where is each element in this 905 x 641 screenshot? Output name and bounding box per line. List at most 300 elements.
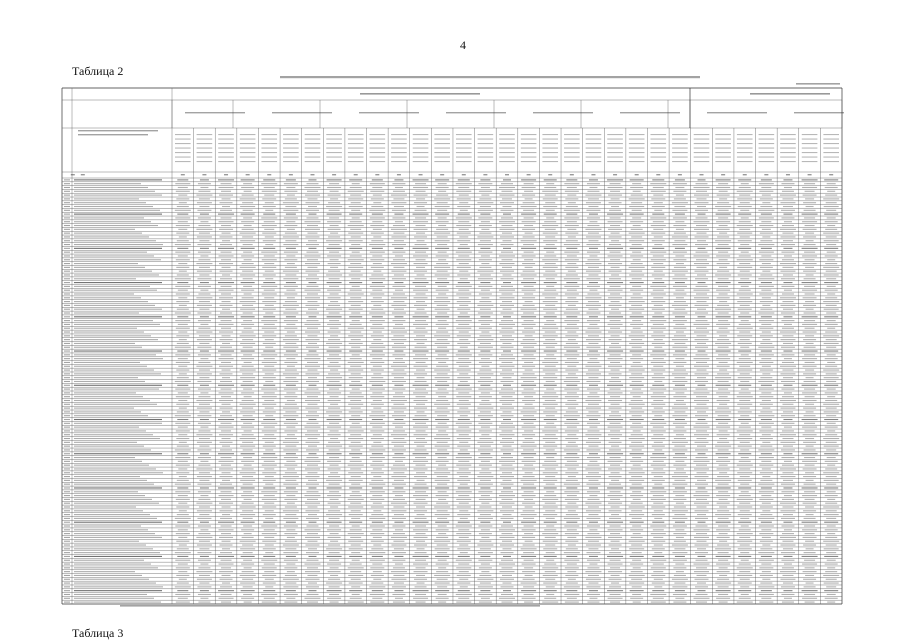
cell-value-text bbox=[630, 487, 644, 488]
cell-value-text bbox=[199, 198, 210, 199]
row-name-text bbox=[74, 583, 156, 584]
cell-value-text bbox=[286, 221, 295, 222]
cell-value-text bbox=[672, 476, 688, 477]
cell-value-text bbox=[436, 392, 449, 393]
cell-value-text bbox=[370, 430, 384, 431]
cell-value-text bbox=[394, 316, 403, 317]
cell-value-text bbox=[437, 552, 447, 553]
cell-value-text bbox=[761, 282, 772, 283]
cell-value-text bbox=[329, 525, 339, 526]
cell-value-text bbox=[436, 427, 449, 428]
cell-value-text bbox=[630, 324, 643, 325]
cell-value-text bbox=[438, 354, 447, 355]
cell-value-text bbox=[437, 373, 448, 374]
cell-value-text bbox=[352, 560, 360, 561]
cell-value-text bbox=[416, 301, 425, 302]
cell-value-text bbox=[199, 206, 209, 207]
cell-value-text bbox=[589, 392, 597, 393]
cell-value-text bbox=[697, 274, 706, 275]
cell-value-text bbox=[416, 267, 425, 268]
cell-value-text bbox=[782, 567, 794, 568]
cell-value-text bbox=[348, 191, 364, 192]
cell-value-text bbox=[328, 339, 340, 340]
column-number bbox=[656, 174, 660, 175]
cell-value-text bbox=[826, 347, 836, 348]
cell-value-text bbox=[306, 423, 318, 424]
cell-value-text bbox=[305, 297, 320, 298]
cell-value-text bbox=[521, 309, 537, 310]
cell-value-text bbox=[499, 324, 515, 325]
cell-value-text bbox=[456, 457, 472, 458]
cell-value-text bbox=[824, 522, 838, 523]
table-2-sheet bbox=[60, 72, 844, 610]
cell-value-text bbox=[352, 354, 360, 355]
cell-value-text bbox=[697, 240, 706, 241]
cell-value-text bbox=[197, 271, 212, 272]
cell-value-text bbox=[521, 350, 536, 351]
cell-value-text bbox=[416, 533, 426, 534]
cell-value-text bbox=[200, 419, 209, 420]
cell-value-text bbox=[503, 556, 511, 557]
cell-value-text bbox=[436, 529, 449, 530]
cell-value-text bbox=[543, 480, 557, 481]
header-column-text bbox=[348, 139, 364, 140]
header-column-text bbox=[694, 139, 710, 140]
cell-value-text bbox=[588, 233, 599, 234]
cell-value-text bbox=[716, 282, 731, 283]
cell-value-text bbox=[523, 552, 534, 553]
cell-value-text bbox=[176, 259, 190, 260]
cell-value-text bbox=[458, 358, 469, 359]
cell-value-text bbox=[415, 491, 426, 492]
cell-value-text bbox=[457, 309, 470, 310]
cell-value-text bbox=[241, 598, 254, 599]
cell-value-text bbox=[719, 567, 728, 568]
header-column-text bbox=[218, 152, 234, 153]
header-column-text bbox=[218, 157, 234, 158]
cell-value-text bbox=[329, 389, 339, 390]
cell-value-text bbox=[546, 320, 554, 321]
cell-value-text bbox=[676, 331, 684, 332]
cell-value-text bbox=[414, 537, 428, 538]
header-column-text bbox=[780, 139, 796, 140]
header-column-text bbox=[434, 143, 450, 144]
cell-value-text bbox=[456, 465, 471, 466]
cell-value-text bbox=[391, 339, 406, 340]
cell-value-text bbox=[264, 434, 274, 435]
cell-value-text bbox=[265, 552, 273, 553]
cell-value-text bbox=[758, 210, 774, 211]
cell-value-text bbox=[197, 544, 212, 545]
row-name-text bbox=[74, 396, 143, 397]
cell-value-text bbox=[414, 263, 428, 264]
cell-value-text bbox=[436, 263, 448, 264]
cell-value-text bbox=[437, 210, 447, 211]
cell-value-text bbox=[328, 297, 341, 298]
cell-value-text bbox=[675, 461, 684, 462]
cell-value-text bbox=[543, 206, 557, 207]
header-column-text bbox=[261, 148, 277, 149]
row-number-text bbox=[64, 252, 70, 253]
cell-value-text bbox=[608, 255, 623, 256]
cell-value-text bbox=[479, 404, 491, 405]
cell-value-text bbox=[587, 328, 599, 329]
cell-value-text bbox=[241, 324, 254, 325]
cell-value-text bbox=[435, 350, 449, 351]
cell-value-text bbox=[479, 301, 491, 302]
cell-value-text bbox=[544, 282, 557, 283]
header-column-text bbox=[759, 152, 775, 153]
cell-value-text bbox=[719, 541, 727, 542]
cell-value-text bbox=[415, 312, 427, 313]
cell-value-text bbox=[219, 366, 233, 367]
cell-value-text bbox=[609, 586, 621, 587]
cell-value-text bbox=[826, 373, 837, 374]
header-column-text bbox=[499, 143, 515, 144]
header-column-text bbox=[564, 152, 580, 153]
cell-value-text bbox=[676, 434, 684, 435]
cell-value-text bbox=[716, 427, 730, 428]
cell-value-text bbox=[178, 187, 188, 188]
column-number bbox=[548, 174, 552, 175]
row-name-text bbox=[74, 305, 155, 306]
cell-value-text bbox=[329, 286, 339, 287]
column-number bbox=[71, 174, 75, 175]
cell-value-text bbox=[823, 198, 839, 199]
cell-value-text bbox=[823, 575, 839, 576]
cell-value-text bbox=[719, 259, 728, 260]
cell-value-text bbox=[502, 362, 513, 363]
cell-value-text bbox=[652, 590, 664, 591]
cell-value-text bbox=[330, 259, 339, 260]
cell-value-text bbox=[739, 598, 751, 599]
cell-value-text bbox=[782, 233, 793, 234]
cell-value-text bbox=[674, 274, 685, 275]
cell-value-text bbox=[587, 423, 600, 424]
cell-value-text bbox=[392, 210, 406, 211]
cell-value-text bbox=[804, 320, 815, 321]
cell-value-text bbox=[178, 495, 188, 496]
cell-value-text bbox=[503, 487, 511, 488]
cell-value-text bbox=[459, 408, 468, 409]
cell-value-text bbox=[392, 286, 405, 287]
cell-value-text bbox=[435, 556, 449, 557]
cell-value-text bbox=[651, 472, 665, 473]
cell-value-text bbox=[654, 271, 663, 272]
header-subgroup-text bbox=[794, 112, 844, 113]
cell-value-text bbox=[545, 331, 556, 332]
cell-value-text bbox=[500, 476, 514, 477]
cell-value-text bbox=[503, 419, 511, 420]
cell-value-text bbox=[739, 229, 750, 230]
cell-value-text bbox=[240, 506, 256, 507]
cell-value-text bbox=[329, 244, 340, 245]
cell-value-text bbox=[459, 236, 468, 237]
page-number: 4 bbox=[460, 38, 466, 52]
cell-value-text bbox=[415, 594, 426, 595]
cell-value-text bbox=[653, 434, 663, 435]
cell-value-text bbox=[739, 461, 751, 462]
cell-value-text bbox=[629, 198, 645, 199]
cell-value-text bbox=[672, 552, 687, 553]
cell-value-text bbox=[697, 541, 707, 542]
cell-value-text bbox=[502, 541, 512, 542]
cell-value-text bbox=[740, 278, 749, 279]
cell-value-text bbox=[760, 198, 773, 199]
cell-value-text bbox=[262, 259, 277, 260]
cell-value-text bbox=[306, 389, 318, 390]
cell-value-text bbox=[242, 305, 253, 306]
cell-value-text bbox=[262, 499, 277, 500]
cell-value-text bbox=[629, 377, 644, 378]
cell-value-text bbox=[175, 210, 191, 211]
row-number-text bbox=[64, 453, 70, 454]
cell-value-text bbox=[308, 377, 317, 378]
cell-value-text bbox=[393, 335, 404, 336]
cell-value-text bbox=[586, 586, 600, 587]
cell-value-text bbox=[827, 225, 835, 226]
cell-value-text bbox=[349, 453, 362, 454]
cell-value-text bbox=[503, 480, 512, 481]
cell-value-text bbox=[567, 366, 576, 367]
cell-value-text bbox=[587, 389, 600, 390]
cell-value-text bbox=[696, 293, 707, 294]
cell-value-text bbox=[717, 202, 729, 203]
cell-value-text bbox=[825, 331, 837, 332]
cell-value-text bbox=[265, 202, 274, 203]
cell-value-text bbox=[632, 594, 641, 595]
cell-value-text bbox=[436, 503, 448, 504]
header-column-text bbox=[802, 134, 818, 135]
cell-value-text bbox=[479, 438, 491, 439]
cell-value-text bbox=[435, 583, 450, 584]
cell-value-text bbox=[372, 214, 383, 215]
cell-value-text bbox=[262, 533, 277, 534]
cell-value-text bbox=[197, 442, 212, 443]
cell-value-text bbox=[393, 191, 405, 192]
cell-value-text bbox=[783, 419, 792, 420]
cell-value-text bbox=[803, 297, 817, 298]
cell-value-text bbox=[673, 286, 687, 287]
cell-value-text bbox=[240, 514, 255, 515]
cell-value-text bbox=[438, 602, 446, 603]
cell-value-text bbox=[522, 195, 535, 196]
cell-value-text bbox=[759, 491, 774, 492]
header-column-text bbox=[737, 134, 753, 135]
cell-value-text bbox=[458, 461, 469, 462]
cell-value-text bbox=[827, 594, 836, 595]
cell-value-text bbox=[436, 290, 449, 291]
cell-value-text bbox=[630, 522, 644, 523]
cell-value-text bbox=[587, 354, 600, 355]
cell-value-text bbox=[457, 404, 471, 405]
cell-value-text bbox=[654, 510, 663, 511]
cell-value-text bbox=[587, 217, 600, 218]
cell-value-text bbox=[262, 575, 276, 576]
cell-value-text bbox=[676, 400, 684, 401]
cell-value-text bbox=[651, 404, 665, 405]
cell-value-text bbox=[240, 575, 256, 576]
cell-value-text bbox=[566, 240, 578, 241]
header-column-text bbox=[650, 143, 666, 144]
cell-value-text bbox=[718, 183, 728, 184]
cell-value-text bbox=[372, 598, 382, 599]
cell-value-text bbox=[629, 541, 645, 542]
cell-value-text bbox=[304, 358, 320, 359]
row-name-text bbox=[74, 309, 162, 310]
cell-value-text bbox=[501, 320, 513, 321]
cell-value-text bbox=[737, 567, 753, 568]
cell-value-text bbox=[328, 366, 341, 367]
cell-value-text bbox=[651, 575, 665, 576]
cell-value-text bbox=[542, 362, 558, 363]
column-number bbox=[786, 174, 790, 175]
row-number-text bbox=[64, 419, 70, 420]
cell-value-text bbox=[608, 400, 622, 401]
cell-value-text bbox=[824, 274, 839, 275]
cell-value-text bbox=[652, 377, 665, 378]
header-column-text bbox=[542, 143, 558, 144]
cell-value-text bbox=[567, 263, 576, 264]
cell-value-text bbox=[457, 335, 471, 336]
cell-value-text bbox=[758, 244, 774, 245]
cell-value-text bbox=[370, 354, 385, 355]
cell-value-text bbox=[287, 331, 295, 332]
cell-value-text bbox=[262, 335, 276, 336]
cell-value-text bbox=[718, 560, 728, 561]
cell-value-text bbox=[738, 487, 751, 488]
cell-value-text bbox=[283, 271, 299, 272]
row-number-text bbox=[64, 221, 70, 222]
cell-value-text bbox=[804, 210, 816, 211]
cell-value-text bbox=[564, 354, 579, 355]
cell-value-text bbox=[393, 533, 405, 534]
cell-value-text bbox=[478, 594, 492, 595]
header-column-text bbox=[434, 134, 450, 135]
row-number-text bbox=[64, 446, 70, 447]
cell-value-text bbox=[521, 179, 536, 180]
cell-value-text bbox=[305, 503, 320, 504]
cell-value-text bbox=[283, 278, 298, 279]
header-column-text bbox=[478, 134, 494, 135]
cell-value-text bbox=[698, 487, 706, 488]
cell-value-text bbox=[805, 499, 815, 500]
row-name-text bbox=[74, 350, 162, 351]
cell-value-text bbox=[264, 324, 275, 325]
cell-value-text bbox=[564, 449, 580, 450]
cell-value-text bbox=[481, 187, 490, 188]
cell-value-text bbox=[651, 362, 666, 363]
cell-value-text bbox=[740, 244, 749, 245]
cell-value-text bbox=[458, 495, 469, 496]
row-number-text bbox=[64, 514, 70, 515]
cell-value-text bbox=[544, 255, 556, 256]
cell-value-text bbox=[521, 446, 537, 447]
cell-value-text bbox=[391, 442, 406, 443]
cell-value-text bbox=[652, 206, 665, 207]
cell-value-text bbox=[586, 210, 600, 211]
cell-value-text bbox=[219, 229, 233, 230]
cell-value-text bbox=[438, 293, 446, 294]
cell-value-text bbox=[826, 210, 836, 211]
header-column-text bbox=[370, 148, 386, 149]
cell-value-text bbox=[610, 525, 621, 526]
cell-value-text bbox=[369, 347, 385, 348]
cell-value-text bbox=[718, 423, 728, 424]
cell-value-text bbox=[457, 548, 470, 549]
header-column-text bbox=[499, 152, 515, 153]
cell-value-text bbox=[632, 457, 641, 458]
header-column-text bbox=[650, 134, 666, 135]
cell-value-text bbox=[176, 233, 189, 234]
row-name-text bbox=[74, 229, 135, 230]
cell-value-text bbox=[608, 187, 623, 188]
cell-value-text bbox=[240, 301, 256, 302]
cell-value-text bbox=[349, 316, 362, 317]
header-column-text bbox=[672, 161, 688, 162]
row-name-text bbox=[74, 225, 158, 226]
row-number-text bbox=[64, 461, 70, 462]
cell-value-text bbox=[737, 267, 752, 268]
cell-value-text bbox=[782, 533, 794, 534]
cell-value-text bbox=[737, 465, 753, 466]
cell-value-text bbox=[477, 579, 493, 580]
cell-value-text bbox=[460, 484, 468, 485]
cell-value-text bbox=[545, 366, 556, 367]
cell-value-text bbox=[738, 377, 752, 378]
cell-value-text bbox=[694, 358, 710, 359]
cell-value-text bbox=[393, 225, 405, 226]
cell-value-text bbox=[262, 198, 276, 199]
cell-value-text bbox=[392, 320, 405, 321]
cell-value-text bbox=[177, 240, 189, 241]
cell-value-text bbox=[546, 560, 554, 561]
cell-value-text bbox=[220, 347, 232, 348]
cell-value-text bbox=[286, 487, 296, 488]
row-name-text bbox=[74, 347, 142, 348]
header-column-text bbox=[607, 152, 623, 153]
cell-value-text bbox=[694, 461, 710, 462]
cell-value-text bbox=[716, 392, 730, 393]
cell-value-text bbox=[458, 316, 470, 317]
cell-value-text bbox=[305, 510, 319, 511]
cell-value-text bbox=[306, 518, 319, 519]
cell-value-text bbox=[741, 217, 749, 218]
row-name-text bbox=[74, 293, 134, 294]
row-number-text bbox=[64, 290, 70, 291]
cell-value-text bbox=[630, 495, 643, 496]
row-number-text bbox=[64, 195, 70, 196]
header-subgroup-text bbox=[446, 112, 506, 113]
cell-value-text bbox=[737, 328, 753, 329]
cell-value-text bbox=[522, 427, 536, 428]
row-name-text bbox=[74, 427, 139, 428]
cell-value-text bbox=[479, 430, 492, 431]
cell-value-text bbox=[564, 457, 579, 458]
cell-value-text bbox=[330, 301, 338, 302]
cell-value-text bbox=[805, 430, 815, 431]
cell-value-text bbox=[782, 225, 794, 226]
cell-value-text bbox=[737, 335, 752, 336]
cell-value-text bbox=[372, 282, 383, 283]
cell-value-text bbox=[609, 305, 622, 306]
cell-value-text bbox=[588, 309, 598, 310]
cell-value-text bbox=[740, 544, 750, 545]
cell-value-text bbox=[806, 206, 814, 207]
cell-value-text bbox=[349, 309, 363, 310]
cell-value-text bbox=[371, 309, 383, 310]
cell-value-text bbox=[283, 305, 299, 306]
